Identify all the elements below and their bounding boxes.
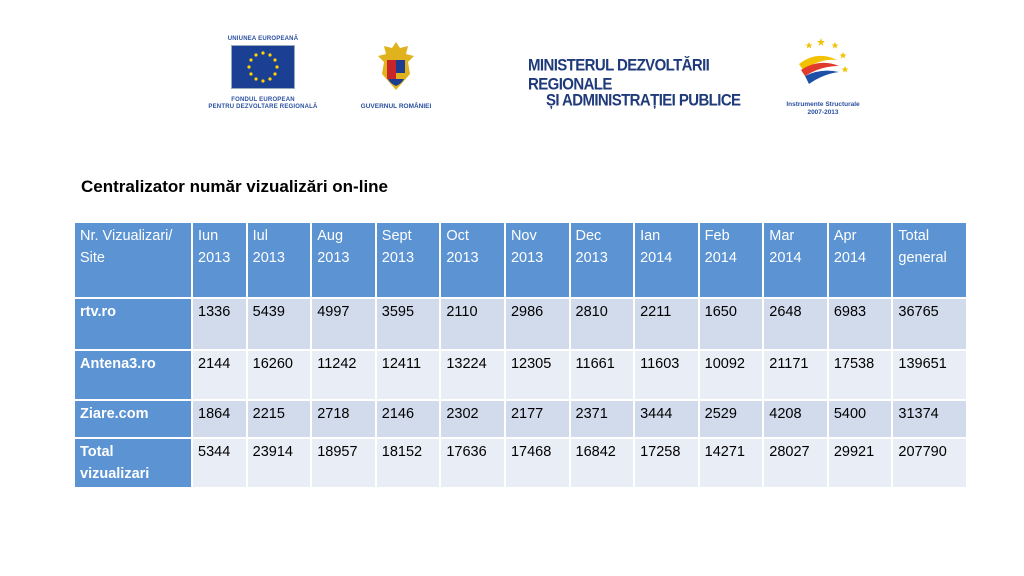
- table-cell: 13224: [440, 350, 505, 400]
- table-cell: 11661: [570, 350, 635, 400]
- table-cell: 2718: [311, 400, 376, 438]
- table-cell: 3444: [634, 400, 699, 438]
- table-cell: 2110: [440, 298, 505, 350]
- eu-logo-caption-2: PENTRU DEZVOLTARE REGIONALĂ: [208, 104, 318, 110]
- table-cell: 5400: [828, 400, 893, 438]
- table-cell: 2146: [376, 400, 441, 438]
- column-header: Aug 2013: [311, 222, 376, 298]
- table-cell: 2371: [570, 400, 635, 438]
- structural-instruments-caption-2: 2007-2013: [807, 109, 839, 116]
- table-cell: 16842: [570, 438, 635, 488]
- table-cell: 28027: [763, 438, 828, 488]
- eu-logo-caption-1: FONDUL EUROPEAN: [231, 97, 295, 103]
- structural-instruments-caption-1: Instrumente Structurale: [786, 101, 860, 108]
- table-cell: 1650: [699, 298, 764, 350]
- table-cell: 2215: [247, 400, 312, 438]
- row-header-site: rtv.ro: [74, 298, 192, 350]
- table-cell: 2144: [192, 350, 247, 400]
- table-cell: 1336: [192, 298, 247, 350]
- table-cell: 17468: [505, 438, 570, 488]
- table-cell: 5439: [247, 298, 312, 350]
- column-header: Apr 2014: [828, 222, 893, 298]
- table-cell: 12305: [505, 350, 570, 400]
- table-cell: 11603: [634, 350, 699, 400]
- table-cell: 21171: [763, 350, 828, 400]
- ministry-name-line-1: MINISTERUL DEZVOLTĂRII REGIONALE: [528, 56, 710, 94]
- table-cell: 3595: [376, 298, 441, 350]
- eu-flag-icon: [231, 45, 295, 89]
- table-cell: 2810: [570, 298, 635, 350]
- table-row-total: [74, 438, 967, 488]
- table-cell: 18957: [311, 438, 376, 488]
- column-header: Sept 2013: [376, 222, 441, 298]
- ministry-logo: [528, 58, 748, 109]
- column-header: Oct 2013: [440, 222, 505, 298]
- page-title: Centralizator număr vizualizări on-line: [81, 177, 389, 196]
- views-table: [73, 221, 968, 489]
- table-cell: 6983: [828, 298, 893, 350]
- table-cell-total: 139651: [892, 350, 967, 400]
- government-logo: [350, 40, 442, 111]
- table-cell: 10092: [699, 350, 764, 400]
- ministry-name-line-2: ȘI ADMINISTRAȚIEI PUBLICE: [546, 91, 741, 110]
- table-row: [74, 350, 967, 400]
- table-cell-total: 207790: [892, 438, 967, 488]
- row-header-site: Ziare.com: [74, 400, 192, 438]
- table-cell: 2529: [699, 400, 764, 438]
- table-cell: 18152: [376, 438, 441, 488]
- table-cell: 4997: [311, 298, 376, 350]
- column-header: Ian 2014: [634, 222, 699, 298]
- table-cell: 2648: [763, 298, 828, 350]
- structural-instruments-logo: [780, 36, 866, 117]
- table-cell: 11242: [311, 350, 376, 400]
- table-cell: 16260: [247, 350, 312, 400]
- eu-logo-caption-top: UNIUNEA EUROPEANĂ: [227, 36, 299, 42]
- table-header-row: [74, 222, 967, 298]
- table-cell: 5344: [192, 438, 247, 488]
- government-logo-caption: GUVERNUL ROMÂNIEI: [360, 103, 432, 110]
- table-cell-total: 31374: [892, 400, 967, 438]
- table-corner-header: Nr. Vizualizari/ Site: [74, 222, 192, 298]
- table-cell: 2986: [505, 298, 570, 350]
- table-cell: 4208: [763, 400, 828, 438]
- table-cell: 12411: [376, 350, 441, 400]
- table-cell: 17258: [634, 438, 699, 488]
- romania-coat-of-arms-icon: [374, 40, 418, 94]
- column-header: Mar 2014: [763, 222, 828, 298]
- table-cell: 2211: [634, 298, 699, 350]
- table-cell: 23914: [247, 438, 312, 488]
- table-cell: 2177: [505, 400, 570, 438]
- table-cell: 29921: [828, 438, 893, 488]
- column-header: Total general: [892, 222, 967, 298]
- table-cell-total: 36765: [892, 298, 967, 350]
- table-cell: 17538: [828, 350, 893, 400]
- table-row: [74, 298, 967, 350]
- structural-instruments-icon: [791, 36, 855, 94]
- column-header: Iun 2013: [192, 222, 247, 298]
- column-header: Iul 2013: [247, 222, 312, 298]
- row-header-total: Total vizualizari: [74, 438, 192, 488]
- column-header: Feb 2014: [699, 222, 764, 298]
- table-cell: 14271: [699, 438, 764, 488]
- logo-bar: [0, 36, 1024, 116]
- column-header: Dec 2013: [570, 222, 635, 298]
- row-header-site: Antena3.ro: [74, 350, 192, 400]
- table-cell: 2302: [440, 400, 505, 438]
- column-header: Nov 2013: [505, 222, 570, 298]
- table-cell: 1864: [192, 400, 247, 438]
- table-row: [74, 400, 967, 438]
- table-cell: 17636: [440, 438, 505, 488]
- eu-logo: [208, 36, 318, 111]
